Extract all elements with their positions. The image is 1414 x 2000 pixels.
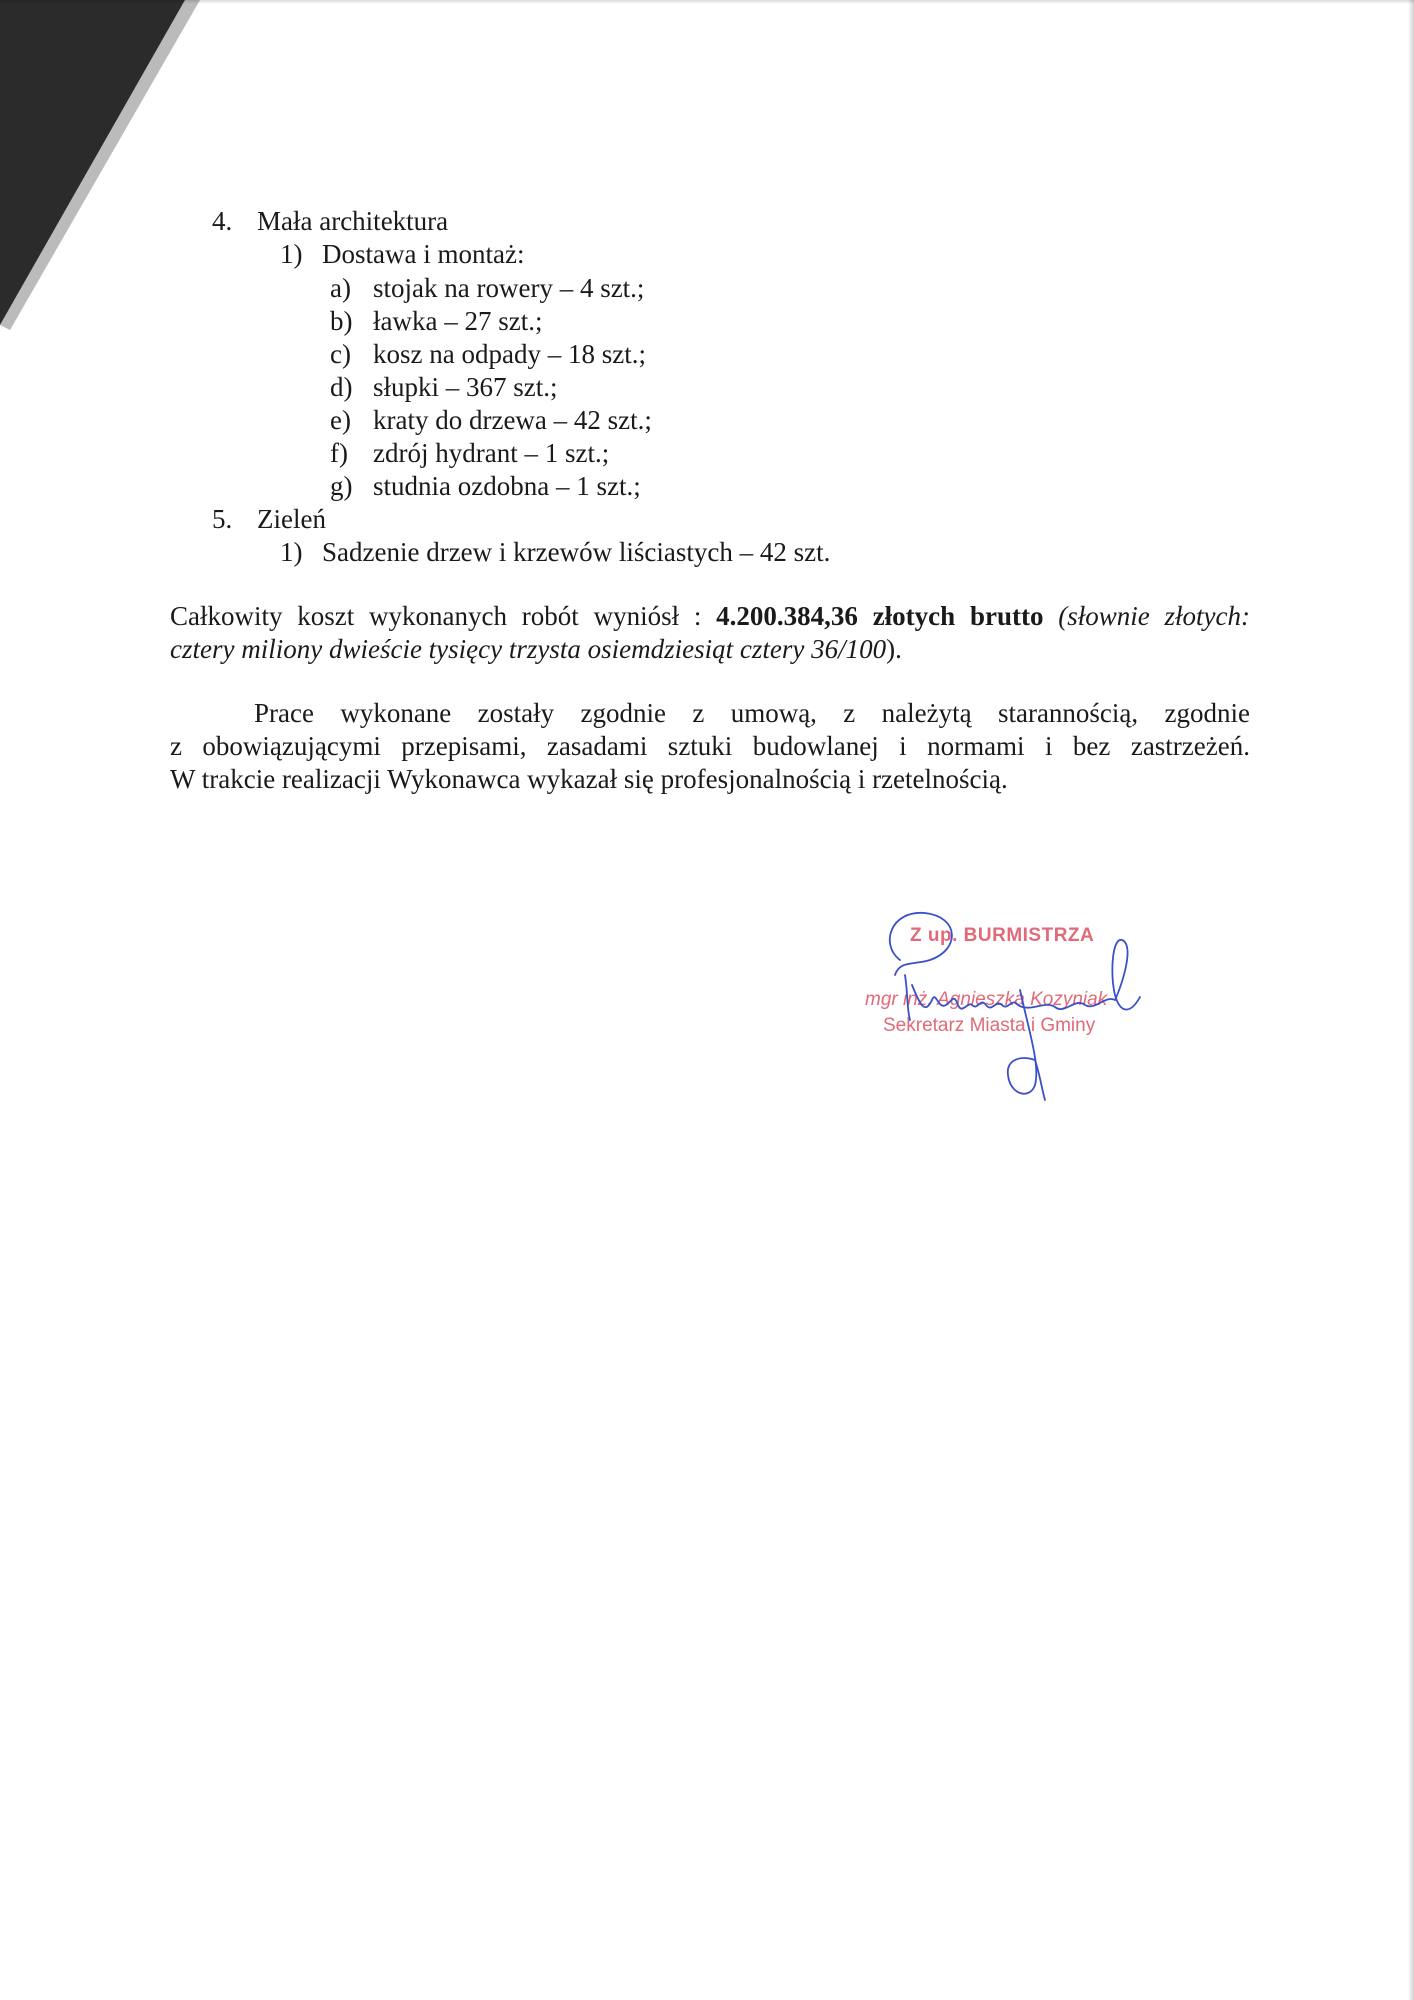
section-5-heading xyxy=(212,503,326,536)
stamp-line-2: mgr inż. Agnieszka Kozyniak xyxy=(865,989,1108,1010)
list-item-text: ławka – 27 szt.; xyxy=(373,306,543,336)
handwritten-signature xyxy=(860,905,1190,1115)
list-item-text: kosz na odpady – 18 szt.; xyxy=(373,339,646,369)
section-5-sub1 xyxy=(280,536,830,569)
list-item-text: stojak na rowery – 4 szt.; xyxy=(373,273,645,303)
list-item-b xyxy=(330,305,542,338)
section-4-sub1-heading xyxy=(280,238,524,271)
list-item-e xyxy=(330,404,652,437)
list-item-a xyxy=(330,272,644,305)
list-item-text: studnia ozdobna – 1 szt.; xyxy=(373,471,641,501)
list-item-letter: b) xyxy=(330,306,353,336)
list-item-d xyxy=(330,371,558,404)
list-item-text: zdrój hydrant – 1 szt.; xyxy=(373,438,610,468)
stamp-line-3: Sekretarz Miasta i Gminy xyxy=(883,1015,1096,1036)
stamp-and-signature xyxy=(860,905,1190,1115)
list-item-letter: c) xyxy=(330,339,351,369)
list-item-text: kraty do drzewa – 42 szt.; xyxy=(373,405,652,435)
section-5-sub1-title: Sadzenie drzew i krzewów liściastych – 42 szt. xyxy=(322,537,831,567)
scan-right-edge xyxy=(1408,0,1414,2000)
cost-words-intro: słownie złotych xyxy=(1067,601,1241,631)
statement-line-3: W trakcie realizacji Wykonawca wykazał się profesjonalnością i rzetelnością. xyxy=(170,764,1008,794)
section-4-title: Mała architektura xyxy=(257,206,449,236)
cost-currency: złotych brutto xyxy=(857,601,1044,631)
cost-line-2: cztery miliony dwieście tysięcy trzysta osiemdziesiąt cztery 36/100). xyxy=(170,634,902,664)
section-4-heading xyxy=(212,205,448,238)
scan-top-edge xyxy=(0,0,1414,4)
statement-line-2: z obowiązującymi przepisami, zasadami sztuki budowlanej i normami i bez zastrzeżeń. xyxy=(170,731,1250,761)
list-item-f xyxy=(330,437,609,470)
list-item-letter: e) xyxy=(330,405,351,435)
section-4-sub1-title: Dostawa i montaż: xyxy=(322,239,525,269)
list-item-letter: g) xyxy=(330,471,353,501)
scan-folded-corner xyxy=(0,0,200,340)
cost-words: cztery miliony dwieście tysięcy trzysta osiemdziesiąt cztery 36/100 xyxy=(170,634,887,664)
cost-line-1: Całkowity koszt wykonanych robót wyniósł : 4.200.384,36 złotych brutto (słownie złotych: xyxy=(170,601,1250,631)
cost-amount: 4.200.384,36 xyxy=(716,601,858,631)
section-5-title: Zieleń xyxy=(257,504,326,534)
statement-paragraph xyxy=(170,697,1250,796)
list-item-letter: d) xyxy=(330,372,353,402)
section-4-number: 4. xyxy=(212,206,233,236)
cost-paragraph xyxy=(170,600,1250,666)
list-item-g xyxy=(330,470,641,503)
section-4-sub1-number: 1) xyxy=(280,239,303,269)
cost-lead: Całkowity koszt wykonanych robót wyniósł : xyxy=(170,601,717,631)
list-item-c xyxy=(330,338,646,371)
statement-line-1: Prace wykonane zostały zgodnie z umową, z należytą starannością, zgodnie xyxy=(254,698,1250,728)
list-item-text: słupki – 367 szt.; xyxy=(373,372,558,402)
list-item-letter: a) xyxy=(330,273,351,303)
section-5-number: 5. xyxy=(212,504,233,534)
stamp-line-1: Z up. BURMISTRZA xyxy=(910,925,1095,946)
section-5-sub1-number: 1) xyxy=(280,537,303,567)
list-item-letter: f) xyxy=(330,438,348,468)
